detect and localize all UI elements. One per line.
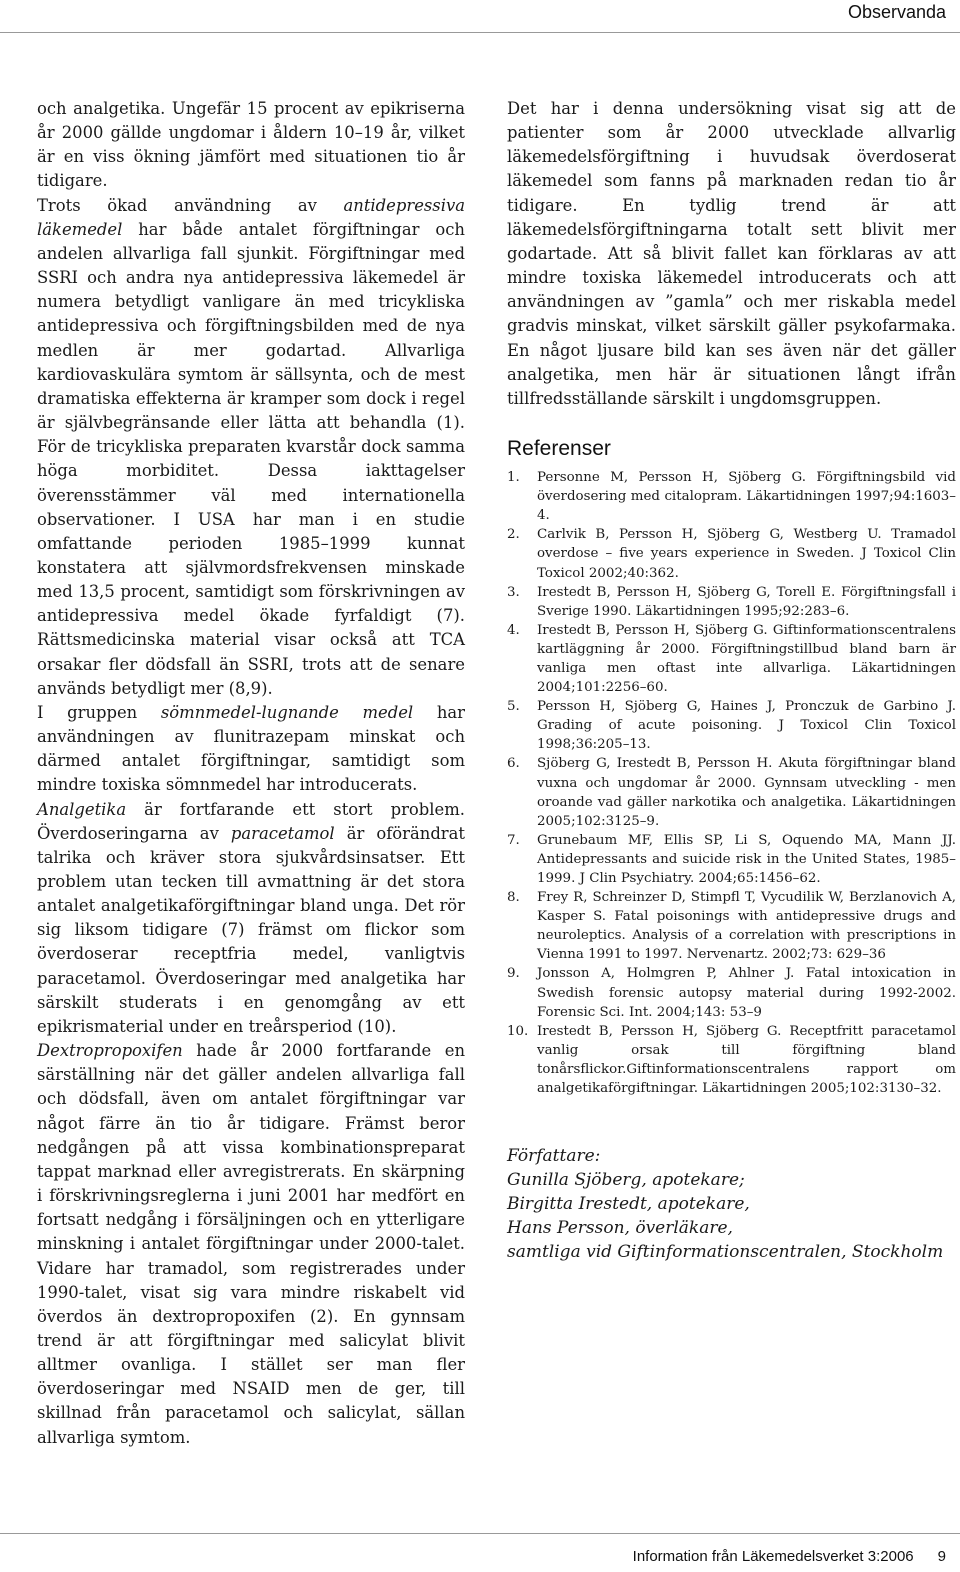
author-affiliation: samtliga vid Giftinformationscentralen, Stockholm — [507, 1242, 944, 1263]
references-heading: Referenser — [507, 437, 611, 461]
reference-item: 4. Irestedt B, Persson H, Sjöberg G. Giftinformationscentralens kartläggning år 2000. Förgiftningstillbud bland barn är vanliga men oftast inte allvarliga. Läkartidningen 2004;101:2256–60. — [507, 622, 956, 696]
reference-item: 9. Jonsson A, Holmgren P, Ahlner J. Fatal intoxication in Swedish forensic autopsy material during 1992-2002. Forensic Sci. Int. 2004;143: 53–9 — [507, 966, 956, 1020]
reference-item: 10. Irestedt B, Persson H, Sjöberg G. Receptfritt paracetamol vanlig orsak till förgiftning bland tonårsflickor.Giftinformationscentralens rapport om analgetikaförgiftningar. Läkartidningen 2005;102:3130–32. — [507, 1023, 956, 1097]
author-line: Birgitta Irestedt, apotekare, — [507, 1194, 750, 1215]
paragraph: Det har i denna undersökning visat sig att de patienter som år 2000 utvecklade allvarlig läkemedelsförgiftning i huvudsak överdoserat läkemedel som fanns på marknaden redan tio år tidigare. En tydlig trend är att läkemedelsförgiftningarna totalt sett blivit mer godartade. Att så blivit fallet kan förklaras av att mindre toxiska läkemedel introducerats och att användningen av ”gamla” och mer riskabla medel gradvis minskat, vilket särskilt gäller psykofarmaka. En något ljusare bild kan ses även när det gäller analgetika, men här är situationen långt ifrån tillfredsställande särskilt i ungdomsgruppen. — [507, 99, 956, 408]
right-column — [507, 97, 956, 1264]
reference-list — [507, 468, 956, 1098]
paragraph: och analgetika. Ungefär 15 procent av epikriserna år 2000 gällde ungdomar i åldern 10–19 år, vilket är en viss ökning jämfört med situationen tio år tidigare. — [37, 99, 465, 191]
footer-rule — [0, 1533, 960, 1534]
author-line: Hans Persson, överläkare, — [507, 1218, 733, 1239]
reference-item: 3. Irestedt B, Persson H, Sjöberg G, Torell E. Förgiftningsfall i Sverige 1990. Läkartidningen 1995;92:283–6. — [507, 584, 956, 619]
left-column — [37, 97, 465, 1450]
paragraph: Analgetika är fortfarande ett stort problem. Överdoseringarna av paracetamol är oförändrat talrika och kräver stora sjukvårdsinsatser. Ett problem utan tecken till avmattning är det stora antalet analgetikaförgiftningar bland unga. Det rör sig liksom tidigare (7) främst om flickor som överdoserar receptfria medel, vanligtvis paracetamol. Överdoseringar med analgetika har särskilt studerats i en genomgång av ett epikrismaterial under en treårsperiod (10). — [37, 799, 465, 1036]
author-line: Gunilla Sjöberg, apotekare; — [507, 1170, 745, 1191]
reference-item: 1. Personne M, Persson H, Sjöberg G. Förgiftningsbild vid överdosering med citalopram. Läkartidningen 1997;94:1603–4. — [507, 470, 956, 524]
reference-item: 2. Carlvik B, Persson H, Sjöberg G, Westberg U. Tramadol overdose – five years experience in Sweden. J Toxicol Clin Toxicol 2002;40:362. — [507, 527, 956, 581]
page-number: 9 — [937, 1548, 946, 1565]
reference-item: 7. Grunebaum MF, Ellis SP, Li S, Oquendo MA, Mann JJ. Antidepressants and suicide risk in the United States, 1985–1999. J Clin Psychiatry. 2004;65:1456–62. — [507, 832, 956, 886]
authors-block — [507, 1144, 956, 1264]
publication-name: Information från Läkemedelsverket 3:2006 — [632, 1548, 914, 1565]
footer — [633, 1547, 946, 1567]
section-title: Observanda — [847, 2, 946, 22]
paragraph: Dextropropoxifen hade år 2000 fortfarande en särställning när det gäller andelen allvarliga fall och dödsfall, även om antalet förgiftningar var något färre än tio år tidigare. Främst beror nedgången på att vissa kombinationspreparat tappat marknad eller avregistrerats. En skärpning i förskrivningsreglerna i juni 2001 har medfört en fortsatt nedgång i försäljningen och en ytterligare minskning i antalet förgiftningar under 2000-talet. Vidare har tramadol, som registrerades under 1990-talet, visat sig vara mindre riskabelt vid överdos än dextropropoxifen (2). En gynnsam trend är att förgiftningar med salicylat blivit alltmer ovanliga. I stället ser man fler överdoseringar med NSAID men de ger, till skillnad från paracetamol och salicylat, sällan allvarliga symtom. — [37, 1041, 465, 1447]
reference-item: 5. Persson H, Sjöberg G, Haines J, Pronczuk de Garbino J. Grading of acute poisoning. J Toxicol Clin Toxicol 1998;36:205–13. — [507, 699, 956, 753]
paragraph: Trots ökad användning av antidepressiva läkemedel har både antalet förgiftningar och andelen allvarliga fall sjunkit. Förgiftningar med SSRI och andra nya antidepressiva läkemedel är numera betydligt vanligare än med tricykliska antidepressiva och förgiftningsbilden med de nya medlen är mer godartad. Allvarliga kardiovaskulära symtom är sällsynta, och de mest dramatiska effekterna är kramper som dock i regel är självbegränsande eller lätta att behandla (1). För de tricykliska preparaten kvarstår dock samma höga morbiditet. Dessa iakttagelser överensstämmer väl med internationella observationer. I USA har man i en studie omfattande perioden 1985–1999 kunnat konstatera att självmordsfrekvensen minskade med 13,5 procent, samtidigt som förskrivningen av antidepressiva medel ökade fyrfaldigt (7). Rättsmedicinska material visar också att TCA orsakar fler dödsfall än SSRI, trots att de senare används betydligt mer (8,9). — [37, 195, 465, 698]
authors-label: Författare: — [507, 1146, 601, 1167]
reference-item: 8. Frey R, Schreinzer D, Stimpfl T, Vycudilik W, Berzlanovich A, Kasper S. Fatal poisonings with antidepressive drugs and neuroleptics. Analysis of a correlation with prescriptions in Vienna 1991 to 1997. Nervenartz. 2002;73: 629–36 — [507, 890, 956, 963]
paragraph: I gruppen sömnmedel-lugnande medel har användningen av flunitrazepam minskat och därmed antalet förgiftningar, samtidigt som mindre toxiska sömnmedel har introducerats. — [37, 702, 465, 795]
reference-item: 6. Sjöberg G, Irestedt B, Persson H. Akuta förgiftningar bland vuxna och ungdomar år 2000. Gynnsam utveckling - men oroande vad gäller narkotika och analgetika. Läkartidningen 2005;102:3125–9. — [507, 756, 956, 829]
header-rule — [0, 32, 960, 33]
